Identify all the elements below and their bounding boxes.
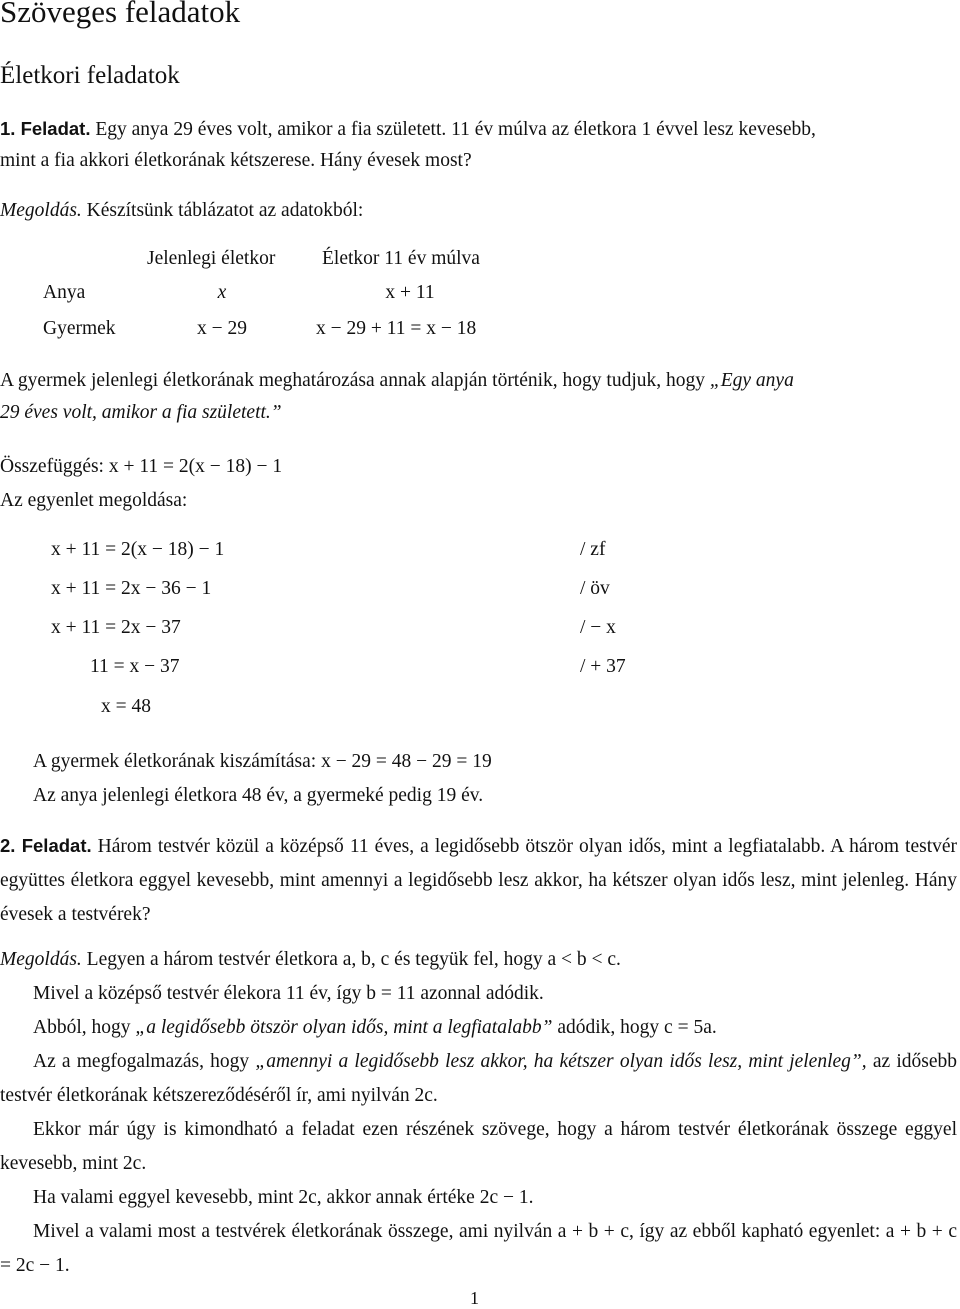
task1-note-quote-start: „Egy anya <box>709 370 794 391</box>
table-row-child-current: x − 29 <box>197 318 247 339</box>
task2-solution-para7: Mivel a valami most a testvérek életkorának összege, ami nyilván a + b + c, így az ebből kapható egyenlet: a + b + c = 2c − 1. <box>0 1221 957 1276</box>
task2-solution-para4: Az a megfogalmazás, hogy „amennyi a legidősebb lesz akkor, ha kétszer olyan idős lesz, mint jelenleg”, az idősebb testvér életkorának kétszereződéséről ír, ami nyilván 2c. <box>0 1051 957 1106</box>
task1-child-age: A gyermek életkorának kiszámítása: x − 29 = 48 − 29 = 19 <box>33 751 492 772</box>
table-row-mother-future: x + 11 <box>385 282 435 303</box>
task1-solution-intro <box>0 194 363 228</box>
task1-label: 1. Feladat. <box>0 118 91 139</box>
step-3-operation: / − x <box>580 617 616 638</box>
step-1-operation: / zf <box>580 539 606 560</box>
task1-relation: Összefüggés: x + 11 = 2(x − 18) − 1 <box>0 456 283 477</box>
step-5-equation: x = 48 <box>101 696 151 717</box>
table-row-child-label: Gyermek <box>43 318 116 339</box>
task2-solution-label: Megoldás. <box>0 949 82 970</box>
table-row-mother-label: Anya <box>43 282 86 303</box>
task1-solution-label: Megoldás. <box>0 200 82 221</box>
step-2-equation: x + 11 = 2x − 36 − 1 <box>51 578 212 599</box>
task1-solution-intro-text: Készítsünk táblázatot az adatokból: <box>86 200 364 221</box>
task1-answer: Az anya jelenlegi életkora 48 év, a gyermeké pedig 19 év. <box>33 785 484 806</box>
task1-text-line1: Egy anya 29 éves volt, amikor a fia született. 11 év múlva az életkora 1 évvel lesz kevesebb, <box>95 119 816 140</box>
step-4-operation: / + 37 <box>580 656 626 677</box>
task2-statement <box>0 829 957 932</box>
task2-solution-line2: Mivel a középső testvér élekora 11 év, így b = 11 azonnal adódik. <box>33 983 544 1004</box>
table-row-child-future: x − 29 + 11 = x − 18 <box>316 318 477 339</box>
task2-solution-line1: Megoldás. Legyen a három testvér életkora a, b, c és tegyük fel, hogy a < b < c. <box>0 949 621 970</box>
task2-text: Három testvér közül a középső 11 éves, a legidősebb ötször olyan idős, mint a legfiatalabb. A három testvér együttes életkora eggyel kevesebb, mint amennyi a legidősebb lesz akkor, ha kétszer olyan idős lesz, mint jelenleg. Hány évesek a testvérek? <box>0 836 958 925</box>
table-header-current: Jelenlegi életkor <box>147 248 276 269</box>
table-row-mother-current: x <box>217 282 227 303</box>
task2-label: 2. Feladat. <box>0 835 92 856</box>
step-3-equation: x + 11 = 2x − 37 <box>51 617 181 638</box>
task1-statement-line1 <box>0 112 816 147</box>
task1-note-line1: A gyermek jelenlegi életkorának meghatározása annak alapján történik, hogy tudjuk, hogy „Egy anya <box>0 370 794 391</box>
task2-solution-line3: Abból, hogy „a legidősebb ötször olyan idős, mint a legfiatalabb” adódik, hogy c = 5a. <box>33 1017 717 1038</box>
task1-text-line2: mint a fia akkori életkorának kétszerese. Hány évesek most? <box>0 150 472 171</box>
step-1-equation: x + 11 = 2(x − 18) − 1 <box>51 539 225 560</box>
step-2-operation: / öv <box>580 578 610 599</box>
task2-solution-para5: Ekkor már úgy is kimondható a feladat ezen részének szövege, hogy a három testvér életkorának összege eggyel kevesebb, mint 2c. <box>0 1119 957 1174</box>
task1-note-quote-line2: 29 éves volt, amikor a fia született.” <box>0 402 282 423</box>
page-title: Szöveges feladatok <box>0 0 241 29</box>
task1-equation-title: Az egyenlet megoldása: <box>0 490 188 511</box>
page-number: 1 <box>470 1288 479 1308</box>
task2-solution-para6: Ha valami eggyel kevesebb, mint 2c, akkor annak értéke 2c − 1. <box>33 1187 534 1208</box>
step-4-equation: 11 = x − 37 <box>90 656 180 677</box>
table-header-future: Életkor 11 év múlva <box>322 248 480 269</box>
section-heading: Életkori feladatok <box>0 62 180 89</box>
